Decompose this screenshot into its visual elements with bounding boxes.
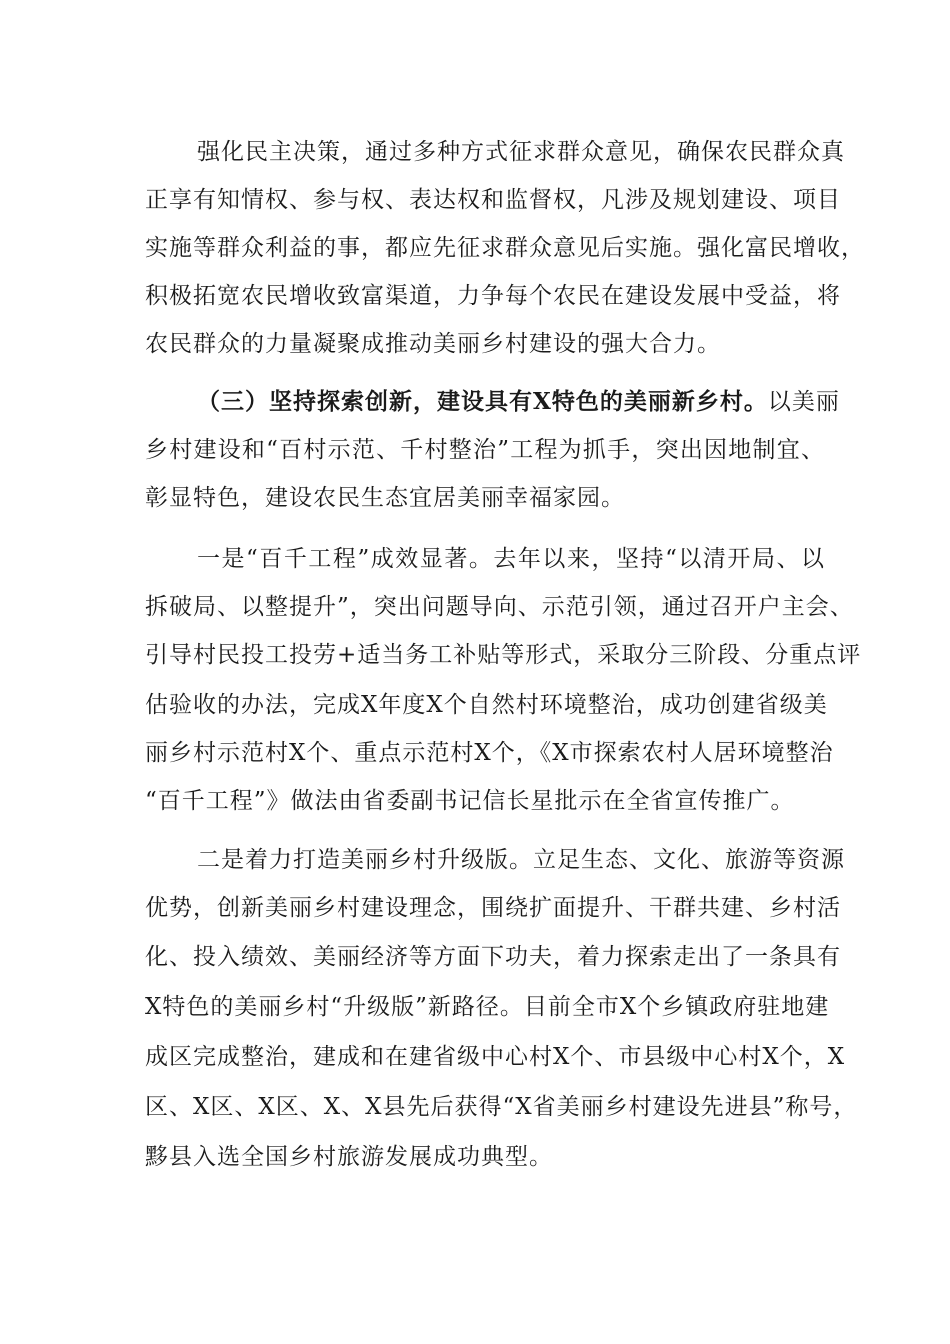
paragraph-1-line-3: 实施等群众利益的事，都应先征求群众意见后实施。强化富民增收，: [145, 235, 865, 261]
paragraph-3-line-2: 拆破局、以整提升”，突出问题导向、示范引领，通过召开户主会、: [145, 594, 854, 620]
paragraph-4-line-5: 成区完成整治，建成和在建省级中心村X个、市县级中心村X个，X: [145, 1044, 846, 1070]
paragraph-2-line-3: 彰显特色，建设农民生态宜居美丽幸福家园。: [145, 485, 625, 511]
paragraph-4-line-6: 区、X区、X区、X、X县先后获得“X省美丽乡村建设先进县”称号，: [145, 1094, 858, 1120]
paragraph-4-line-7: 黟县入选全国乡村旅游发展成功典型。: [145, 1144, 553, 1170]
paragraph-4-line-2: 优势，创新美丽乡村建设理念，围绕扩面提升、干群共建、乡村活: [145, 895, 841, 921]
paragraph-1-line-2: 正享有知情权、参与权、表达权和监督权，凡涉及规划建设、项目: [145, 187, 841, 213]
section-heading: （三）坚持探索创新，建设具有X特色的美丽新乡村。: [197, 388, 768, 415]
paragraph-1-line-5: 农民群众的力量凝聚成推动美丽乡村建设的强大合力。: [145, 331, 721, 357]
paragraph-1-line-4: 积极拓宽农民增收致富渠道，力争每个农民在建设发展中受益，将: [145, 283, 841, 309]
paragraph-4-line-1: 二是着力打造美丽乡村升级版。立足生态、文化、旅游等资源: [197, 847, 845, 873]
paragraph-4-line-4: X特色的美丽乡村“升级版”新路径。目前全市X个乡镇政府驻地建: [145, 994, 830, 1020]
paragraph-4-line-3: 化、投入绩效、美丽经济等方面下功夫，着力探索走出了一条具有: [145, 944, 841, 970]
paragraph-2-line-2: 乡村建设和“百村示范、千村整治”工程为抓手，突出因地制宜、: [145, 437, 825, 463]
paragraph-3-line-3: 引导村民投工投劳+适当务工补贴等形式，采取分三阶段、分重点评: [145, 642, 862, 668]
paragraph-3-line-5: 丽乡村示范村X个、重点示范村X个，《X市探索农村人居环境整治: [145, 740, 834, 766]
paragraph-3-line-4: 估验收的办法，完成X年度X个自然村环境整治，成功创建省级美: [145, 692, 828, 718]
paragraph-1-line-1: 强化民主决策，通过多种方式征求群众意见，确保农民群众真: [197, 139, 845, 165]
section-heading-line: [197, 378, 840, 426]
paragraph-3-line-1: 一是“百千工程”成效显著。去年以来，坚持“以清开局、以: [197, 546, 825, 572]
paragraph-3-line-6: “百千工程”》做法由省委副书记信长星批示在全省宣传推广。: [145, 788, 795, 814]
section-heading-rest: 以美丽: [767, 389, 840, 415]
